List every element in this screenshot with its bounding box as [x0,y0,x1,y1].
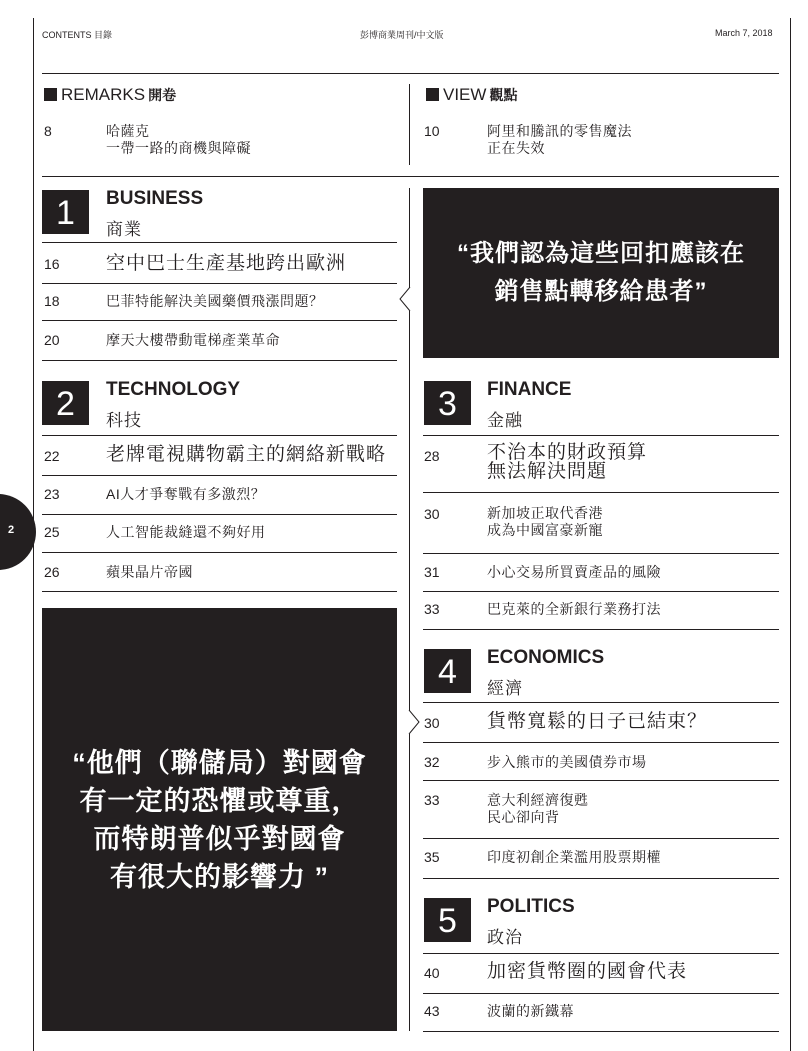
article-link[interactable]: 不治本的財政預算 無法解決問題 [487,442,648,482]
article-page-num: 32 [424,754,440,770]
row-rule [423,878,779,879]
row-rule [423,993,779,994]
article-page-num: 30 [424,715,440,731]
section-3-number-box: 3 [424,381,471,425]
row-rule [423,492,779,493]
article-page-num: 25 [44,524,60,540]
section-2-number-box: 2 [42,381,89,425]
article-link[interactable]: 摩天大樓帶動電梯產業革命 [106,332,280,348]
row-rule [42,320,397,321]
article-link[interactable]: 印度初創企業濫用股票期權 [487,849,661,865]
article-page-num: 43 [424,1003,440,1019]
page-number-tab [0,494,36,570]
remarks-title-zh: 開卷 [148,87,177,103]
publication-name: 彭博商業周刊/中文版 [360,30,444,40]
divider-notch-lower [408,710,420,736]
article-link[interactable]: 波蘭的新鐵幕 [487,1003,574,1019]
section-4-title-en: ECONOMICS [487,647,605,668]
row-rule [42,552,397,553]
remarks-article-link[interactable]: 哈薩克 一帶一路的商機與障礙 [106,123,251,156]
square-bullet-icon [426,88,439,101]
article-link[interactable]: 蘋果晶片帝國 [106,564,193,580]
section-4-title-zh: 經濟 [487,679,523,698]
remarks-page-num: 8 [44,123,52,139]
article-page-num: 33 [424,601,440,617]
section-5-title-en: POLITICS [487,896,575,917]
section-5-number-box: 5 [424,898,471,942]
article-link[interactable]: 意大利經濟復甦 民心卻向背 [487,792,589,825]
article-page-num: 18 [44,293,60,309]
article-page-num: 22 [44,448,60,464]
article-page-num: 30 [424,506,440,522]
row-rule [423,629,779,630]
issue-date: March 7, 2018 [715,28,773,38]
right-margin-line [790,18,791,1051]
row-rule [42,591,397,592]
section-rule [423,435,779,436]
row-rule [42,360,397,361]
section-3-title-zh: 金融 [487,411,523,430]
article-link[interactable]: 老牌電視購物霸主的網絡新戰略 [106,444,387,465]
section-2-title-zh: 科技 [106,411,142,430]
section-rule [42,435,397,436]
view-title-zh: 觀點 [489,87,518,103]
article-link[interactable]: AI人才爭奪戰有多激烈？ [106,486,266,502]
section-5-title-zh: 政治 [487,928,523,947]
view-page-num: 10 [424,123,440,139]
row-rule [423,553,779,554]
section-3-title-en: FINANCE [487,379,572,400]
article-page-num: 23 [44,486,60,502]
article-link[interactable]: 貨幣寬鬆的日子已結束？ [487,711,708,732]
section-rule [423,702,779,703]
section-2-title-en: TECHNOLOGY [106,379,241,400]
row-rule [42,514,397,515]
article-page-num: 40 [424,965,440,981]
column-divider-middle [409,311,410,711]
row-rule [42,475,397,476]
article-page-num: 26 [44,564,60,580]
row-rule [423,742,779,743]
remarks-title-en: REMARKS [61,85,146,104]
view-article-link[interactable]: 阿里和騰訊的零售魔法 正在失效 [487,123,632,156]
pull-quote-bottom [42,608,397,1031]
section-1-title-en: BUSINESS [106,188,204,209]
article-page-num: 20 [44,332,60,348]
article-link[interactable]: 新加坡正取代香港 成為中國富豪新寵 [487,505,603,538]
article-link[interactable]: 空中巴士生產基地跨出歐洲 [106,253,347,274]
column-divider-upper [409,188,410,288]
top-section-rule [42,176,779,177]
section-1-title-zh: 商業 [106,220,142,239]
pull-quote-bottom-text: “他們（聯儲局）對國會 有一定的恐懼或尊重， 而特朗普似乎對國會 有很大的影響力 ” [72,747,367,892]
article-page-num: 31 [424,564,440,580]
article-page-num: 35 [424,849,440,865]
section-1-number-box: 1 [42,190,89,234]
contents-label: CONTENTS 目錄 [42,30,113,40]
row-rule [423,780,779,781]
pull-quote-top-text: “我們認為這些回扣應該在 銷售點轉移給患者” [457,240,745,305]
row-rule [423,838,779,839]
divider-notch-upper [399,287,411,313]
article-link[interactable]: 加密貨幣圈的國會代表 [487,961,688,982]
article-link[interactable]: 巴菲特能解決美國藥價飛漲問題？ [106,293,324,309]
view-heading [426,85,517,105]
remarks-view-divider [409,84,410,165]
pull-quote-top [423,188,779,358]
remarks-heading [44,85,176,105]
row-rule [42,283,397,284]
header-rule [42,73,779,74]
column-divider-lower [409,734,410,1031]
section-rule [42,242,397,243]
row-rule [423,591,779,592]
section-4-number-box: 4 [424,649,471,693]
square-bullet-icon [44,88,57,101]
view-title-en: VIEW [443,85,487,104]
article-link[interactable]: 步入熊市的美國債券市場 [487,754,647,770]
section-rule [423,953,779,954]
article-page-num: 33 [424,792,440,808]
row-rule [423,1031,779,1032]
page-number: 2 [8,524,15,536]
article-page-num: 28 [424,448,440,464]
article-page-num: 16 [44,256,60,272]
article-link[interactable]: 巴克萊的全新銀行業務打法 [487,601,661,617]
article-link[interactable]: 小心交易所買賣產品的風險 [487,564,661,580]
article-link[interactable]: 人工智能裁縫還不夠好用 [106,524,266,540]
